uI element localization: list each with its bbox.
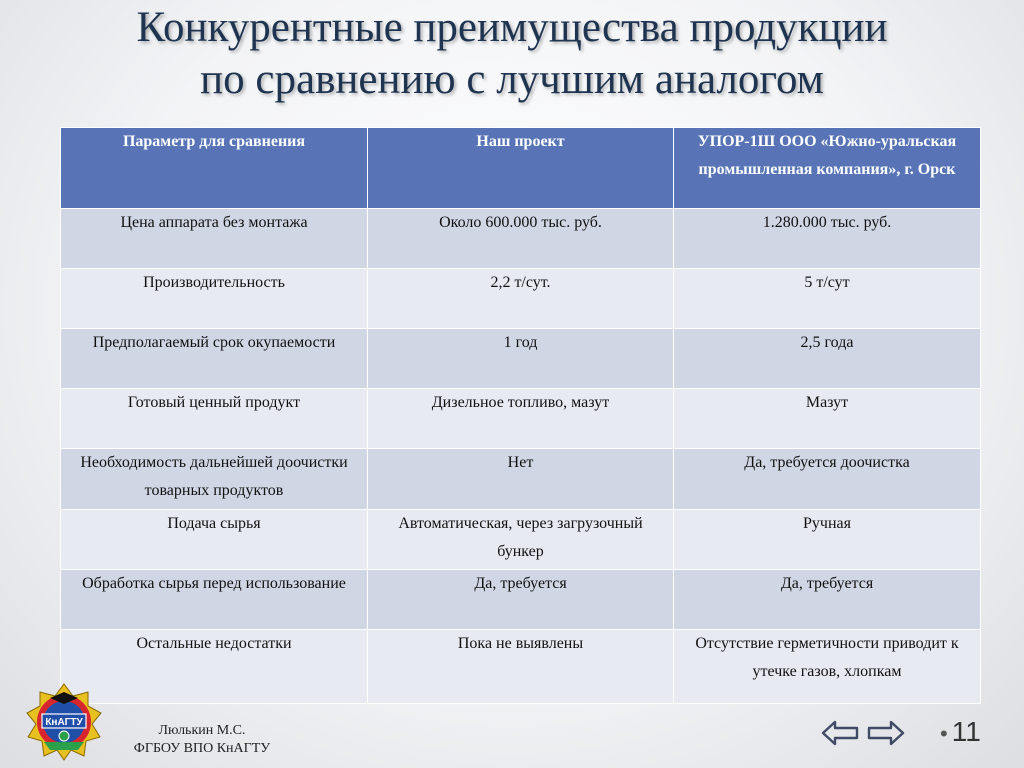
cell-analog: 5 т/сут	[674, 269, 981, 329]
header-our-project: Наш проект	[368, 128, 674, 209]
cell-analog: Мазут	[674, 389, 981, 449]
author-name: Люлькин М.С.	[158, 723, 246, 738]
author-org: ФГБОУ ВПО КнАГТУ	[133, 741, 271, 756]
table-row	[61, 449, 981, 509]
cell-parameter: Обработка сырья перед использование	[61, 569, 368, 629]
table-row	[61, 629, 981, 703]
table-row	[61, 389, 981, 449]
cell-parameter: Готовый ценный продукт	[61, 389, 368, 449]
slide-title	[0, 2, 1024, 106]
cell-analog: 2,5 года	[674, 329, 981, 389]
table-header-row	[61, 128, 981, 209]
cell-analog: Отсутствие герметичности приводит к утечке газов, хлопкам	[674, 629, 981, 703]
cell-parameter: Подача сырья	[61, 509, 368, 569]
header-analog: УПОР-1Ш ООО «Южно-уральская промышленная компания», г. Орск	[674, 128, 981, 209]
table-row	[61, 569, 981, 629]
page-number-block	[940, 714, 981, 752]
cell-our-project: 1 год	[368, 329, 674, 389]
page-bullet: •	[940, 721, 948, 746]
cell-our-project: Автоматическая, через загрузочный бункер	[368, 509, 674, 569]
cell-our-project: Около 600.000 тыс. руб.	[368, 209, 674, 269]
cell-analog: Да, требуется	[674, 569, 981, 629]
cell-our-project: Дизельное топливо, мазут	[368, 389, 674, 449]
cell-our-project: Да, требуется	[368, 569, 674, 629]
cell-our-project: 2,2 т/сут.	[368, 269, 674, 329]
table-row	[61, 209, 981, 269]
logo-text: КнАГТУ	[45, 717, 83, 728]
cell-analog: 1.280.000 тыс. руб.	[674, 209, 981, 269]
header-parameter: Параметр для сравнения	[61, 128, 368, 209]
cell-our-project: Пока не выявлены	[368, 629, 674, 703]
table-row	[61, 509, 981, 569]
title-line-2: по сравнению с лучшим аналогом	[200, 56, 824, 103]
author-block	[112, 722, 292, 758]
cell-parameter: Необходимость дальнейшей доочистки товарных продуктов	[61, 449, 368, 509]
cell-parameter: Производительность	[61, 269, 368, 329]
cell-analog: Да, требуется доочистка	[674, 449, 981, 509]
title-line-1: Конкурентные преимущества продукции	[136, 4, 888, 51]
cell-analog: Ручная	[674, 509, 981, 569]
cell-our-project: Нет	[368, 449, 674, 509]
cell-parameter: Предполагаемый срок окупаемости	[61, 329, 368, 389]
comparison-table	[60, 127, 981, 704]
arrow-left-icon[interactable]	[820, 718, 860, 748]
arrow-right-icon[interactable]	[866, 718, 906, 748]
table-row	[61, 329, 981, 389]
university-logo	[24, 682, 104, 762]
cell-parameter: Цена аппарата без монтажа	[61, 209, 368, 269]
cell-parameter: Остальные недостатки	[61, 629, 368, 703]
page-number: 11	[951, 716, 981, 747]
table-row	[61, 269, 981, 329]
